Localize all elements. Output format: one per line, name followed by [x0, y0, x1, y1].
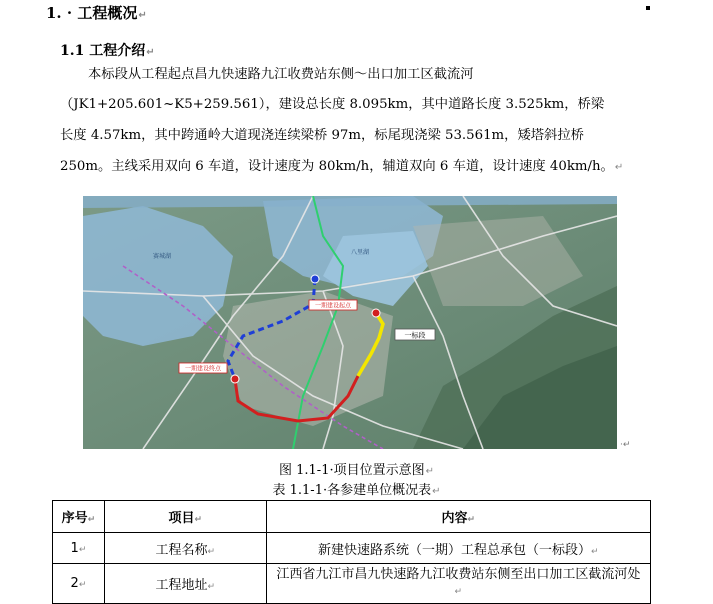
map-point-start — [372, 309, 380, 317]
header-content: 内容↵ — [266, 501, 650, 533]
cell-no: 2↵ — [53, 564, 105, 604]
paragraph-line-3: 长度 4.57km，其中跨通岭大道现浇连续梁桥 97m，标尾现浇梁 53.561m，矮塔斜拉桥 — [60, 128, 584, 143]
header-no: 序号↵ — [53, 501, 105, 533]
paragraph-line-4: 250m。主线采用双向 6 车道，设计速度为 80km/h，辅道双向 6 车道，设计速度 40km/h。↵ — [60, 159, 624, 174]
figure-caption: 图 1.1-1·项目位置示意图↵ — [279, 463, 434, 478]
map-label-phase1-start: 一期建设起点 — [314, 302, 352, 310]
table-row — [53, 533, 651, 564]
map-point-north — [311, 275, 319, 283]
map-label-phase1-end: 一期建设终点 — [184, 365, 222, 373]
table-caption: 表 1.1-1·各参建单位概况表↵ — [272, 483, 441, 498]
project-location-map — [83, 196, 617, 449]
cell-content: 江西省九江市昌九快速路九江收费站东侧至出口加工区截流河处↵ — [266, 564, 650, 604]
table-row — [53, 564, 651, 604]
cell-item: 工程地址↵ — [104, 564, 266, 604]
header-item: 项目↵ — [104, 501, 266, 533]
section-heading-1: 1. · 工程概况↵ — [46, 4, 147, 22]
participants-table — [52, 500, 651, 604]
map-label-lake2: 赛城湖 — [153, 253, 172, 260]
section-heading-1-1: 1.1 工程介绍↵ — [60, 43, 155, 59]
map-label-lake: 八里湖 — [351, 249, 370, 256]
table-header-row — [53, 501, 651, 533]
map-label-section1: 一标段 — [404, 331, 426, 340]
cell-item: 工程名称↵ — [104, 533, 266, 564]
corner-mark — [646, 6, 650, 10]
map-point-end — [231, 375, 239, 383]
cell-no: 1↵ — [53, 533, 105, 564]
cell-content: 新建快速路系统（一期）工程总承包（一标段）↵ — [266, 533, 650, 564]
paragraph-line-2: （JK1+205.601~K5+259.561），建设总长度 8.095km，其中道路长度 3.525km，桥梁 — [60, 97, 605, 112]
paragraph-line-1: 本标段从工程起点昌九快速路九江收费站东侧～出口加工区截流河 — [88, 67, 474, 82]
figure-end-mark: ·↵ — [620, 440, 631, 450]
